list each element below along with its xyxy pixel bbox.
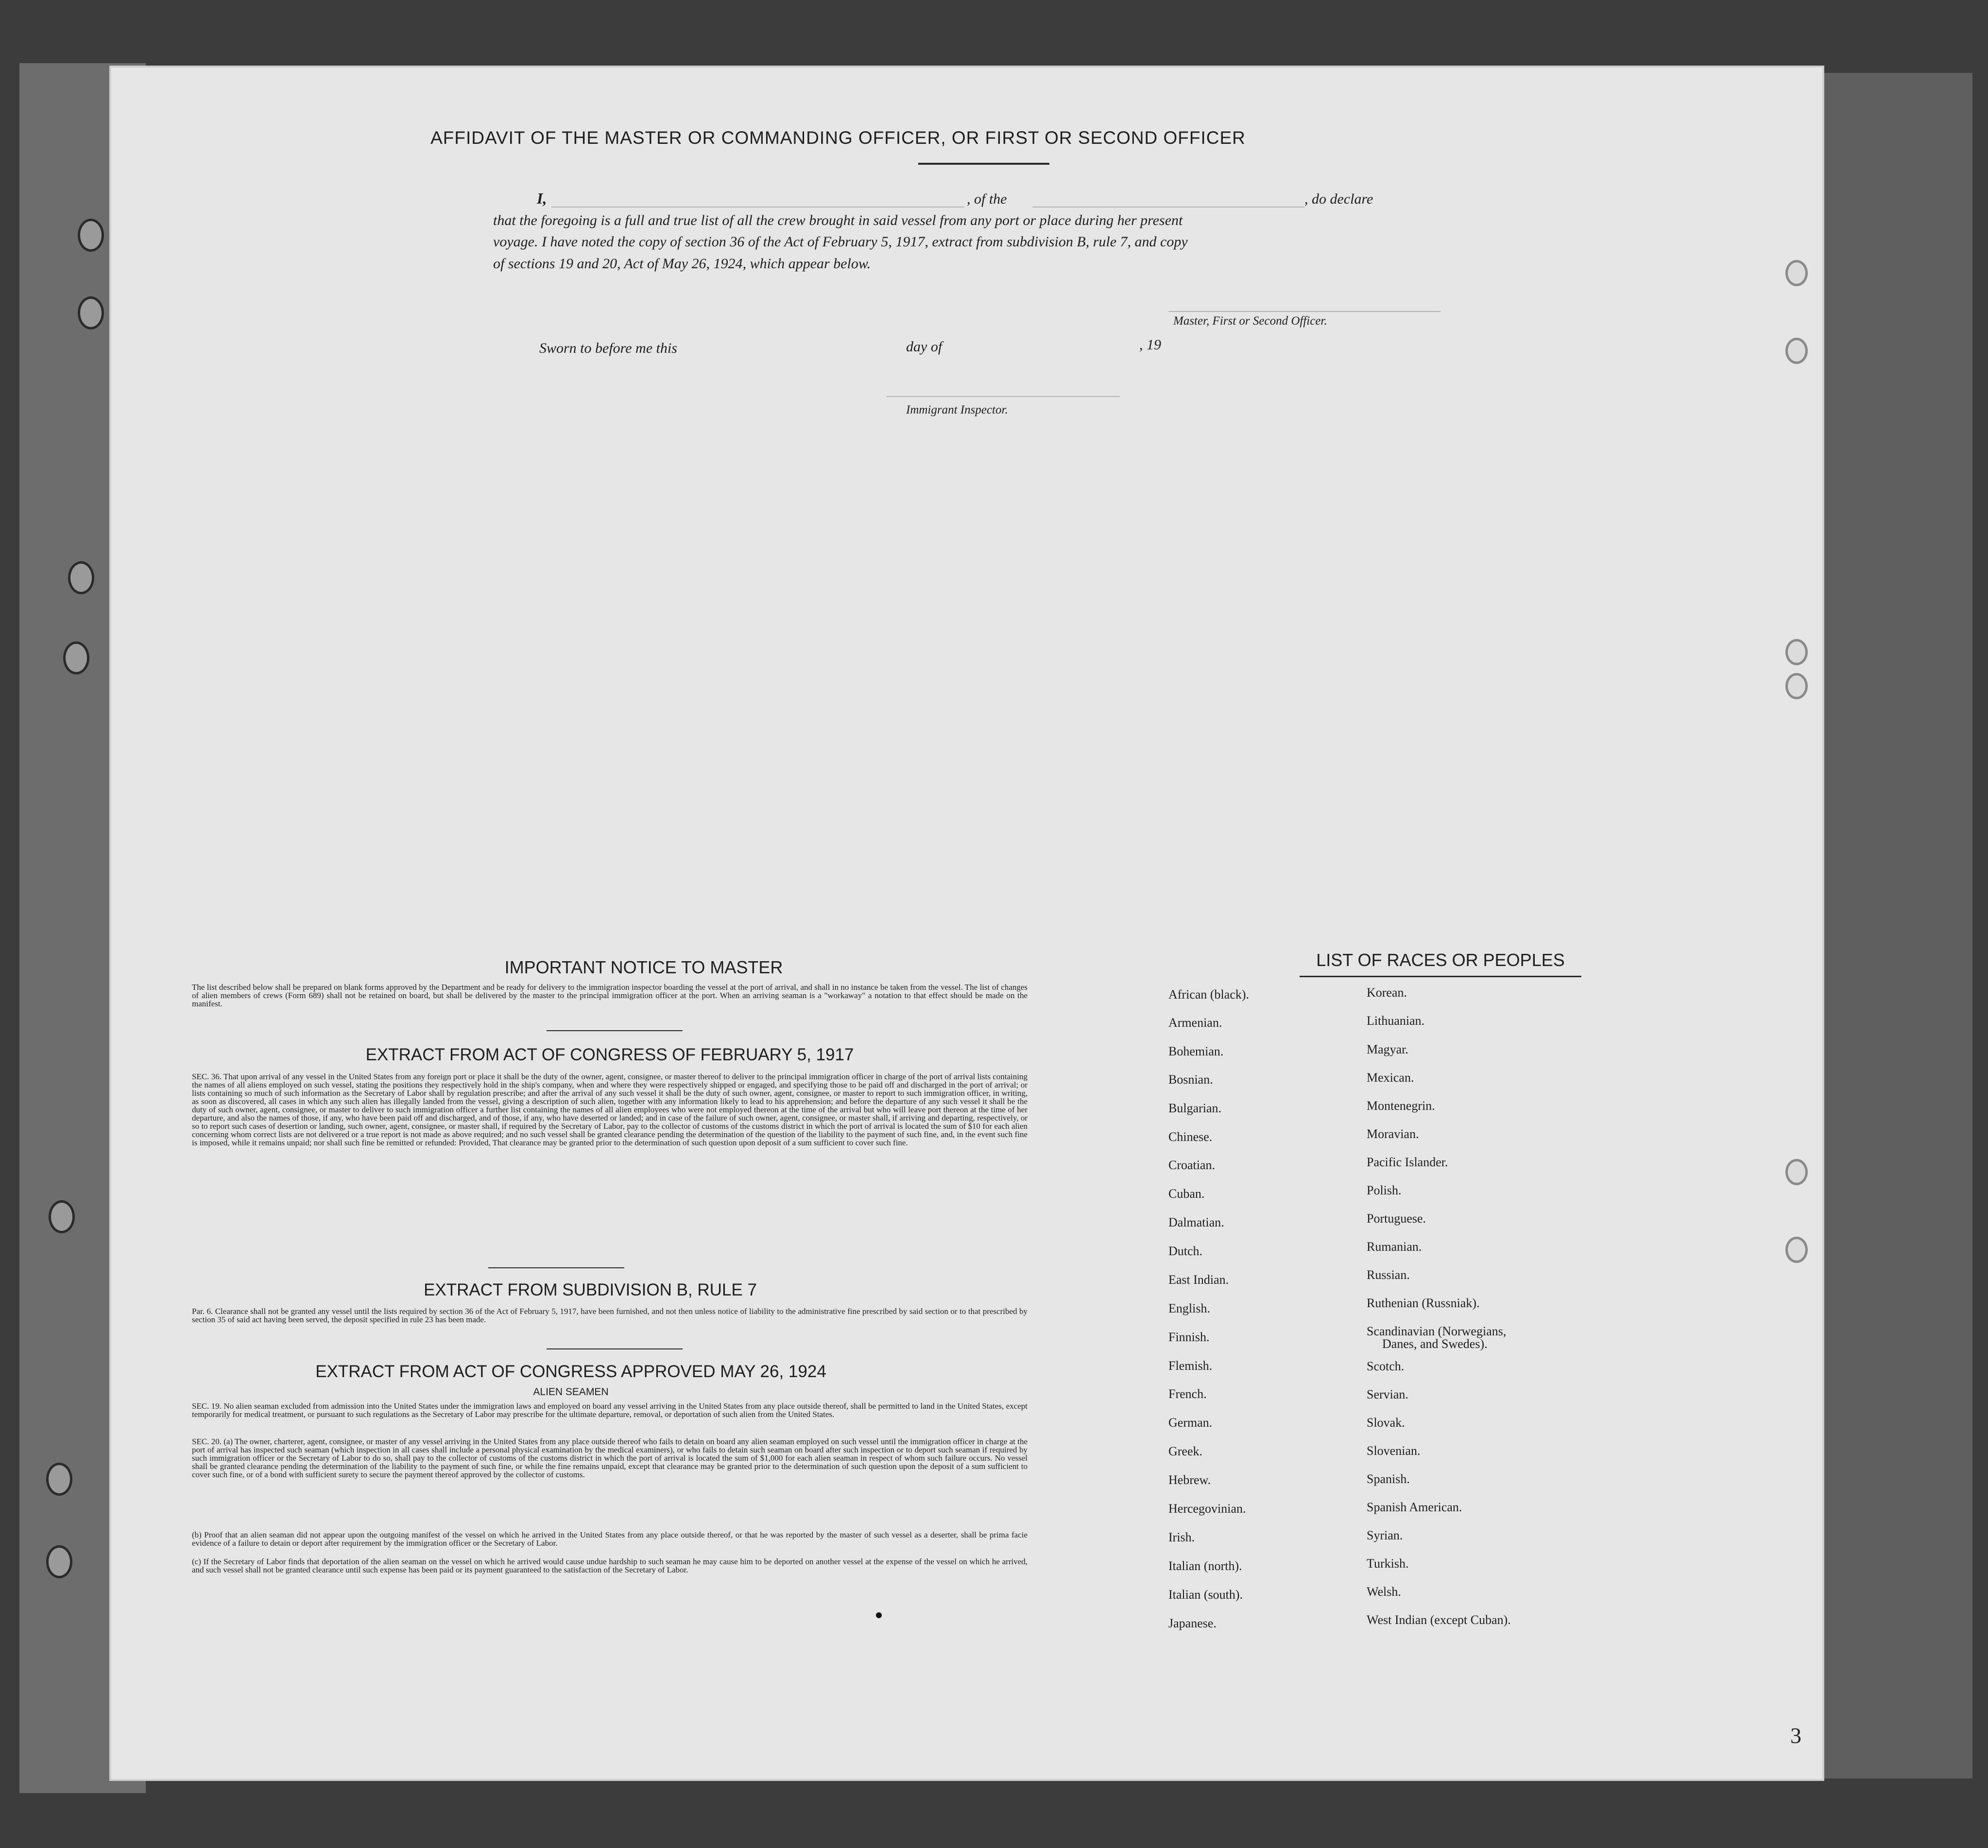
- race-item: Dutch.: [1168, 1244, 1203, 1258]
- race-item: Rumanian.: [1367, 1240, 1422, 1254]
- race-item: German.: [1168, 1416, 1213, 1430]
- race-item: Armenian.: [1168, 1016, 1222, 1030]
- extract-rule7-title: EXTRACT FROM SUBDIVISION B, RULE 7: [424, 1280, 757, 1299]
- race-item: Bulgarian.: [1168, 1101, 1222, 1115]
- sworn-text: Sworn to before me this: [539, 340, 677, 356]
- affidavit-line3: voyage. I have noted the copy of section 36 of the Act of February 5, 1917, extract from subdivision B, rule 7, and copy: [493, 234, 1188, 250]
- race-item: Bosnian.: [1168, 1072, 1213, 1087]
- race-item: Spanish American.: [1367, 1500, 1462, 1514]
- race-item: Scandinavian (Norwegians,: [1367, 1324, 1507, 1338]
- race-item: Lithuanian.: [1367, 1014, 1425, 1028]
- race-item: Slovak.: [1367, 1416, 1405, 1430]
- race-item: Scotch.: [1367, 1359, 1405, 1373]
- affidavit-of-the: , of the: [967, 191, 1007, 207]
- race-item: African (black).: [1168, 987, 1250, 1002]
- extract-1924-title: EXTRACT FROM ACT OF CONGRESS APPROVED MAY 26, 1924: [315, 1362, 826, 1381]
- race-item: Polish.: [1367, 1183, 1402, 1197]
- section-rule: [488, 1267, 624, 1268]
- race-item: Italian (south).: [1168, 1588, 1243, 1602]
- punch-hole: [1785, 673, 1808, 699]
- affidavit-line4: of sections 19 and 20, Act of May 26, 1924, which appear below.: [493, 256, 871, 272]
- race-item: Flemish.: [1168, 1359, 1213, 1373]
- race-item: Hebrew.: [1168, 1473, 1211, 1487]
- inspector-caption: Immigrant Inspector.: [906, 403, 1008, 416]
- race-item: Chinese.: [1168, 1130, 1213, 1144]
- race-item: Montenegrin.: [1367, 1099, 1435, 1113]
- binder-hole: [49, 1200, 75, 1233]
- race-item: Mexican.: [1367, 1071, 1414, 1085]
- extract-rule7-body: Par. 6. Clearance shall not be granted any vessel until the lists required by section 36 of the Act of February 5, 1917, have been furnished, and not then unless notice of liability to the administrative fine prescribed by said section or to that prescribed by section 35 of said act having been served, the deposit specified in rule 23 has been made.: [192, 1307, 1028, 1324]
- master-caption: Master, First or Second Officer.: [1173, 314, 1327, 328]
- race-item: Cuban.: [1168, 1187, 1205, 1201]
- race-item: Korean.: [1367, 985, 1407, 1000]
- binder-hole: [46, 1463, 72, 1496]
- race-item: Japanese.: [1168, 1616, 1217, 1630]
- punch-hole: [1785, 260, 1808, 286]
- section-rule: [547, 1030, 683, 1031]
- race-item: Pacific Islander.: [1367, 1155, 1448, 1169]
- race-item: Welsh.: [1367, 1585, 1401, 1599]
- manifest-page: [109, 66, 1824, 1781]
- extract-1924-sec20b: (b) Proof that an alien seaman did not appear upon the outgoing manifest of the vessel on which he arrived in the United States from any place outside thereof, or that he was reported by the master of such vessel as a deserter, shall be prima facie evidence of a failure to detain or deport after requirement by the immigration officer or the Secretary of Labor.: [192, 1530, 1028, 1548]
- race-item: Russian.: [1367, 1268, 1410, 1282]
- extract-1917-body: SEC. 36. That upon arrival of any vessel in the United States from any foreign port or place it shall be the duty of the owner, agent, consignee, or master thereof to deliver to the principal immigration officer in charge of the port of arrival lists containing the names of all aliens employed on such vessel, stating the positions they respectively hold in the ship's company, when and where they were respectively shipped or engaged, and specifying those to be paid off and discharged in the port of arrival; or lists containing so much of such information as the Secretary of Labor shall by regulation prescribe; and after the arrival of any such vessel it shall be the duty of such owner, agent, consignee, or master to report to such immigration officer, in writing, as soon as discovered, all cases in which any such alien has illegally landed from the vessel, giving a description of such alien, together with any information likely to lead to his apprehension; and before the departure of any such vessel it shall be the duty of such owner, agent, consignee, or master to deliver to such immigration officer a further list containing the names of all alien employees who were not employed thereon at the time of the arrival but who will leave port thereon at the time of her departure, and also the names of those, if any, who have been paid off and discharged, and of those, if any, who have deserted or landed; and in case of the failure of such owner, agent, consignee, or master shall, if arriving and departing, respectively, or so to report such cases of desertion or landing, such owner, agent, consignee, or master shall, if required by the Secretary of Labor, pay to the collector of customs of the customs district in which the port of arrival is located the sum of $10 for each alien concerning whom correct lists are not delivered or a true report is not made as above required; and no such vessel shall be granted clearance pending the determination of the question of the liability to the payment of such fine, and, in the event such fine is imposed, while it remains unpaid; nor shall such fine be remitted or refunded: Provided, That clearance may be granted prior to the determination of such question upon deposit of a sum sufficient to cover such fine.: [192, 1072, 1028, 1147]
- race-item: Hercegovinian.: [1168, 1502, 1246, 1516]
- races-title: LIST OF RACES OR PEOPLES: [1316, 950, 1565, 970]
- punch-hole: [1785, 639, 1808, 665]
- extract-1924-subtitle: ALIEN SEAMEN: [533, 1386, 609, 1398]
- race-item: East Indian.: [1168, 1273, 1229, 1287]
- binder-hole: [78, 296, 104, 329]
- day-of-text: day of: [906, 339, 943, 355]
- ink-dot: [876, 1612, 882, 1618]
- master-signature-line: [1168, 311, 1440, 312]
- affidavit-declare: , do declare: [1304, 191, 1373, 207]
- race-item: Danes, and Swedes).: [1382, 1337, 1488, 1351]
- race-item: Finnish.: [1168, 1330, 1210, 1344]
- punch-hole: [1785, 1159, 1808, 1185]
- race-item: Moravian.: [1367, 1127, 1419, 1141]
- section-rule: [547, 1348, 683, 1349]
- race-item: Spanish.: [1367, 1472, 1410, 1486]
- year-text: , 19: [1139, 337, 1161, 353]
- race-item: Magyar.: [1367, 1042, 1408, 1056]
- extract-1917-title: EXTRACT FROM ACT OF CONGRESS OF FEBRUARY 5, 1917: [365, 1045, 854, 1064]
- race-item: Ruthenian (Russniak).: [1367, 1296, 1480, 1310]
- race-item: Bohemian.: [1168, 1044, 1224, 1058]
- punch-hole: [1785, 338, 1808, 364]
- extract-1924-sec20a: SEC. 20. (a) The owner, charterer, agent, consignee, or master of any vessel arriving in the United States from any place outside thereof who fails to detain on board any alien seaman employed on such vessel until the immigration officer in charge at the port of arrival has inspected such seaman (which inspection in all cases shall include a personal physical examination by the medical examiners), or who fails to detain such seaman on board after such inspection or to deport such seaman if required by such immigration officer or the Secretary of Labor to do so, shall pay to the collector of customs of the customs district in which the port of arrival is located the sum of $1,000 for each alien seaman in respect of whom such failure occurs. No vessel shall be granted clearance pending the determination of the liability to the payment of such fine, or while the fine remains unpaid, except that clearance may be granted prior to the determination of such question upon the deposit of a sum sufficient to cover such fine, or of a bond with sufficient surety to secure the payment thereof approved by the collector of customs.: [192, 1437, 1028, 1479]
- affidavit-title: AFFIDAVIT OF THE MASTER OR COMMANDING OFFICER, OR FIRST OR SECOND OFFICER: [430, 128, 1246, 148]
- races-title-rule: [1300, 976, 1581, 977]
- race-item: Croatian.: [1168, 1158, 1216, 1172]
- race-item: French.: [1168, 1387, 1207, 1401]
- race-item: Irish.: [1168, 1530, 1195, 1544]
- notice-body: The list described below shall be prepared on blank forms approved by the Department and be ready for delivery to the immigration inspector boarding the vessel at the port of arrival, and shall in no instance be taken from the vessel. The list of changes of alien members of crews (Form 689) shall not be retained on board, but shall be delivered by the master to the principal immigration officer at the port. When an arriving seaman is a "workaway" a notation to that effect should be made on the manifest.: [192, 983, 1028, 1008]
- inspector-signature-line: [887, 396, 1120, 397]
- punch-hole: [1785, 1237, 1808, 1263]
- extract-1924-sec19: SEC. 19. No alien seaman excluded from admission into the United States under the immigration laws and employed on board any vessel arriving in the United States from any place outside thereof, shall be permitted to land in the United States, except temporarily for medical treatment, or pursuant to such regulations as the Secretary of Labor may prescribe for the ultimate departure, removal, or deportation of such alien from the United States.: [192, 1401, 1028, 1419]
- affidavit-i: I,: [537, 190, 547, 207]
- race-item: Syrian.: [1367, 1528, 1403, 1542]
- affidavit-line2: that the foregoing is a full and true list of all the crew brought in said vessel from any port or place during her present: [493, 212, 1183, 228]
- title-rule: [918, 163, 1049, 165]
- binder-hole: [68, 561, 94, 594]
- corner-page-number: 3: [1790, 1723, 1801, 1748]
- race-item: Greek.: [1168, 1444, 1203, 1458]
- extract-1924-sec20c: (c) If the Secretary of Labor finds that deportation of the alien seaman on the vessel on which he arrived would cause undue hardship to such seaman he may cause him to be deported on another vessel at the expense of the vessel on which he arrived, and such vessel shall not be granted clearance until such expense has been paid or its payment guaranteed to the satisfaction of the Secretary of Labor.: [192, 1557, 1028, 1574]
- binder-hole: [63, 641, 89, 674]
- binder-hole: [46, 1545, 72, 1578]
- race-item: West Indian (except Cuban).: [1367, 1613, 1511, 1627]
- notice-title: IMPORTANT NOTICE TO MASTER: [504, 957, 783, 977]
- race-item: Servian.: [1367, 1387, 1408, 1401]
- race-item: Turkish.: [1367, 1556, 1409, 1571]
- race-item: Slovenian.: [1367, 1444, 1421, 1458]
- race-item: English.: [1168, 1301, 1210, 1315]
- race-item: Italian (north).: [1168, 1559, 1242, 1573]
- binder-hole: [78, 219, 104, 252]
- race-item: Portuguese.: [1367, 1211, 1426, 1226]
- race-item: Dalmatian.: [1168, 1215, 1224, 1229]
